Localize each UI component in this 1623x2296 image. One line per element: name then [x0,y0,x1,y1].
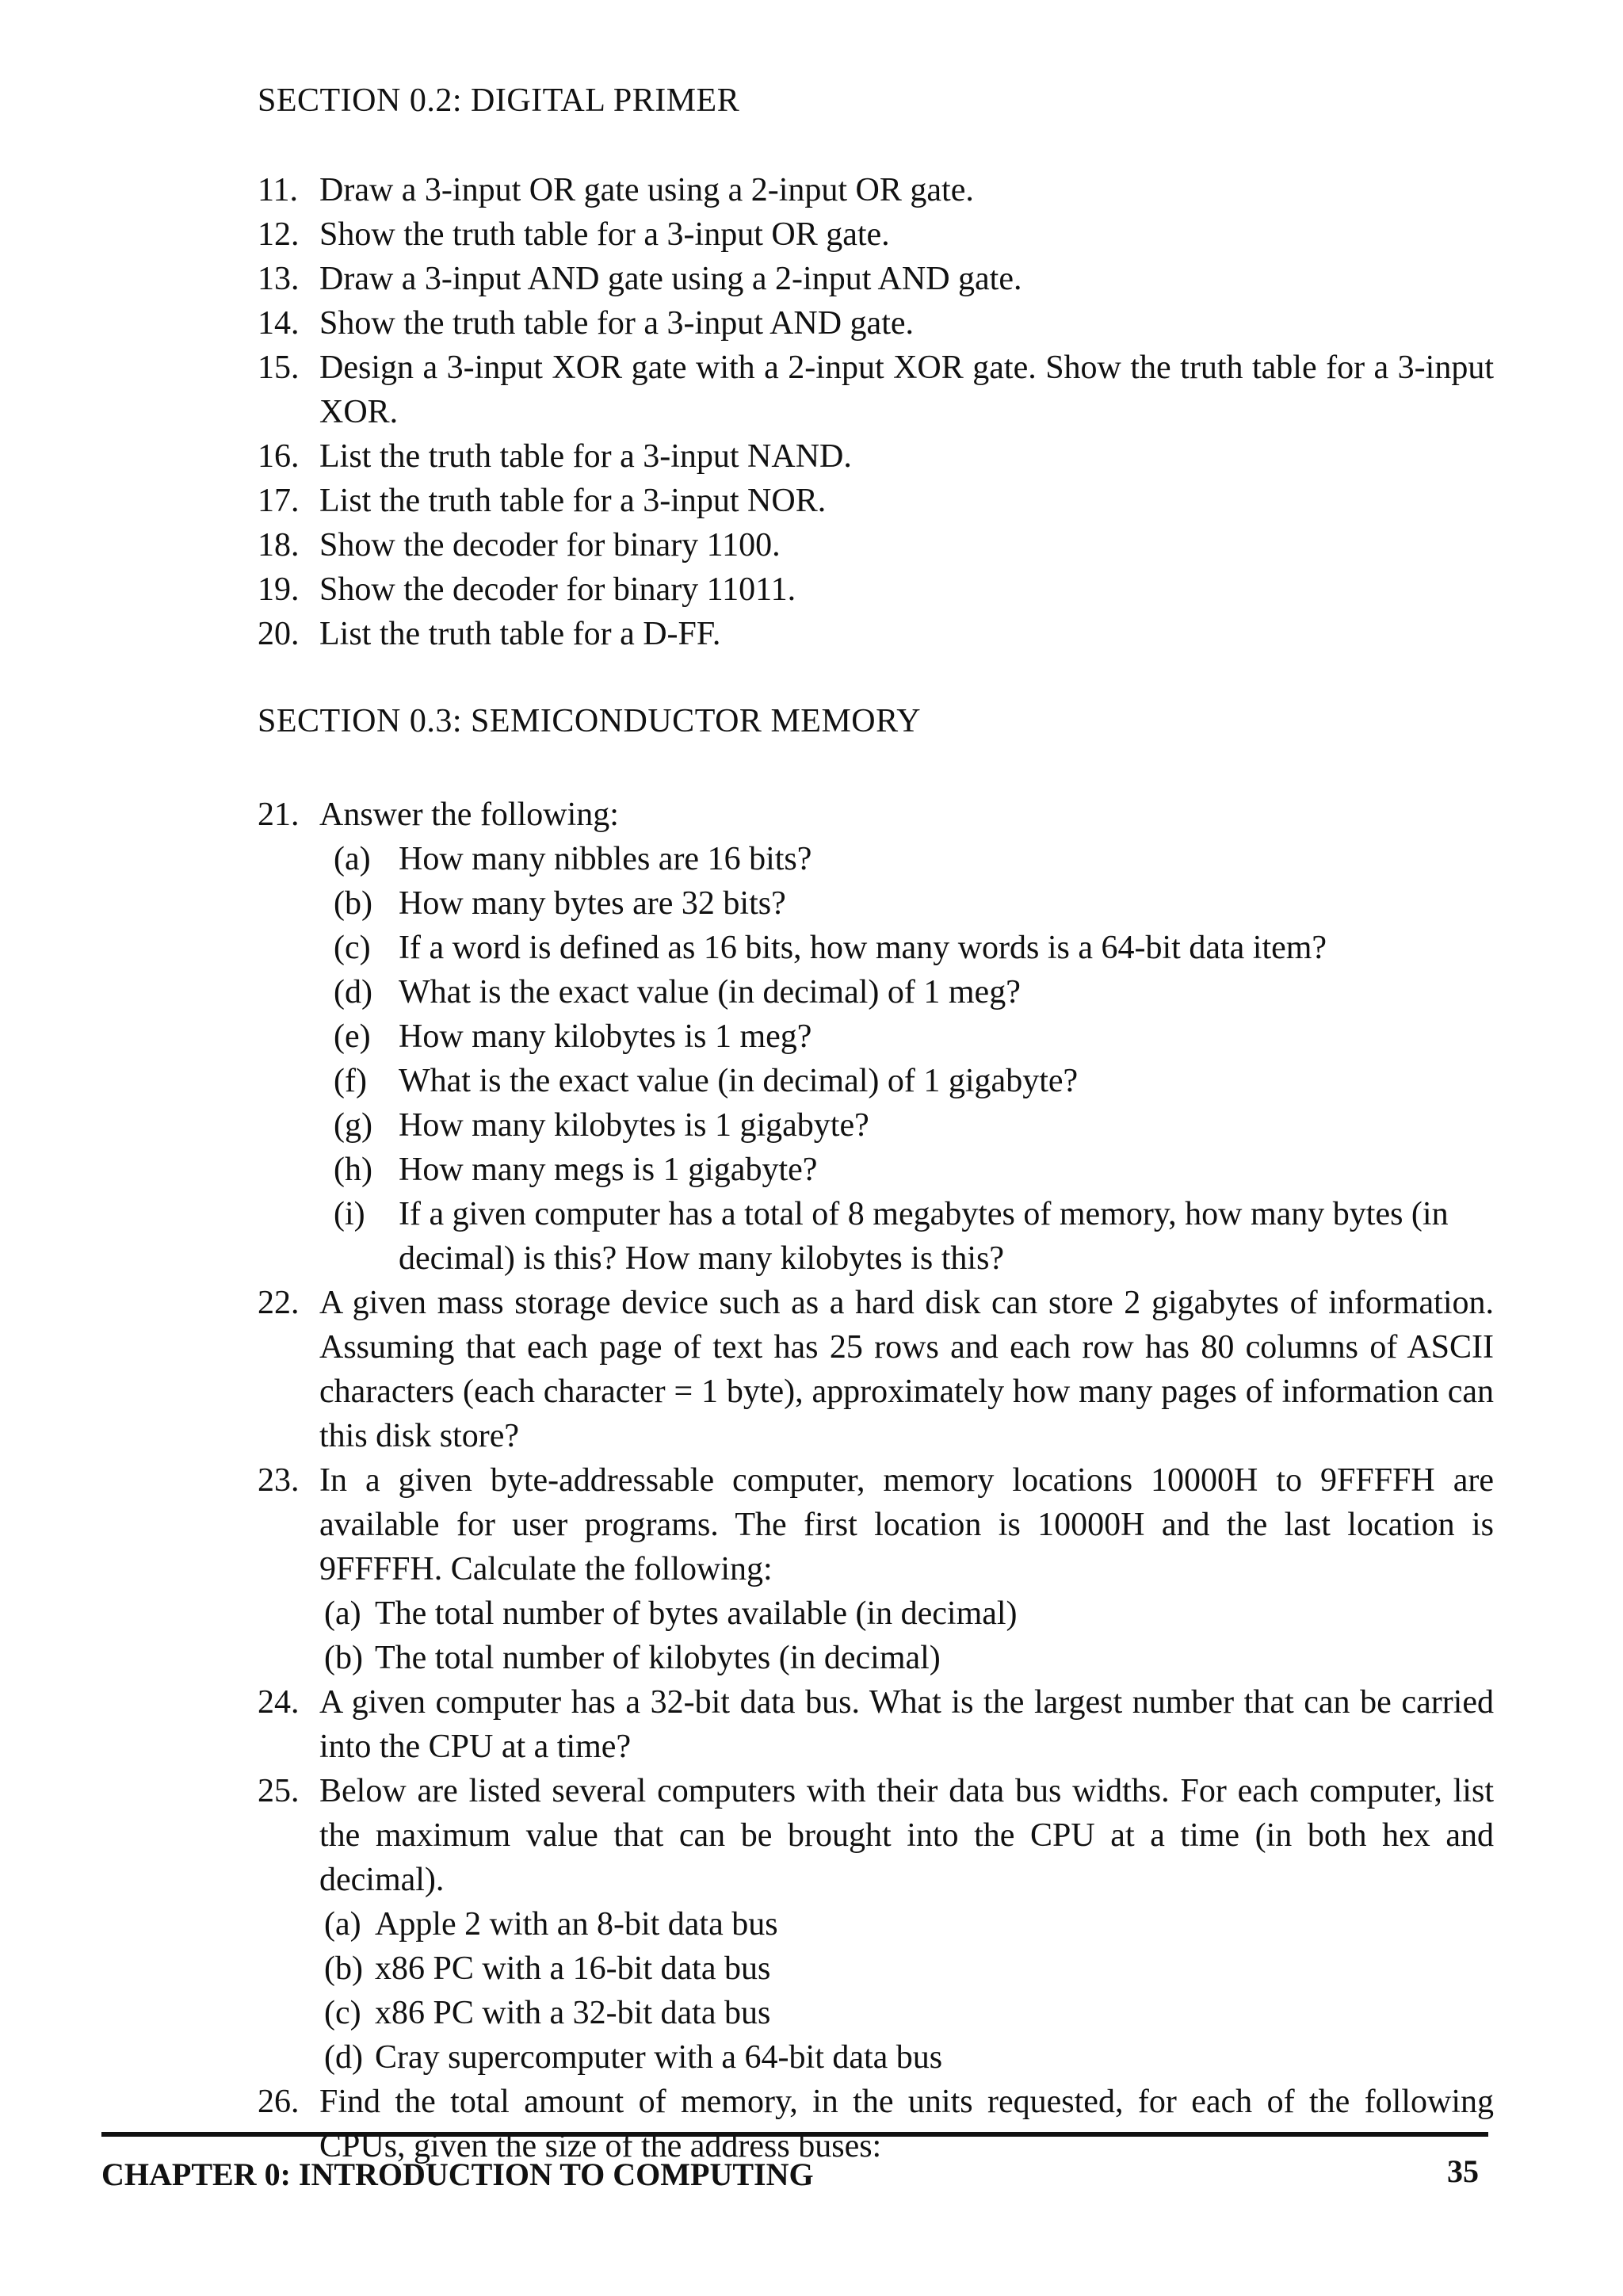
question-text: Show the decoder for binary 1100. [319,527,781,563]
sub-question-a [319,837,1494,881]
question-number: 16. [258,438,300,475]
sub-question-e [319,1014,1494,1059]
sub-question-a [319,1591,1494,1636]
question-number: 18. [258,527,300,563]
question-number: 25. [258,1773,300,1809]
question-21 [258,793,1494,1281]
question-text: A given computer has a 32-bit data bus. What is the largest number that can be carried into the CPU at a time? [319,1684,1494,1765]
question-text: List the truth table for a 3-input NOR. [319,483,827,519]
sub-question-b [319,1636,1494,1680]
question-number: 24. [258,1684,300,1721]
question-22 [258,1281,1494,1458]
question-number: 15. [258,350,300,386]
sub-question-d [319,970,1494,1014]
sub-question-i [319,1192,1494,1281]
question-11 [258,168,1494,212]
question-number: 11. [258,172,298,208]
question-number: 14. [258,305,300,342]
question-number: 13. [258,261,300,297]
question-text: Design a 3-input XOR gate with a 2-input XOR gate. Show the truth table for a 3-input XOR. [319,350,1494,430]
section-heading-semiconductor-memory: SECTION 0.3: SEMICONDUCTOR MEMORY [258,703,922,739]
question-text: Show the truth table for a 3-input AND gate. [319,305,915,342]
sub-text: If a word is defined as 16 bits, how many words is a 64-bit data item? [399,930,1327,966]
sub-question-b [319,881,1494,926]
sub-label: (i) [334,1196,365,1232]
sub-text: x86 PC with a 16-bit data bus [375,1950,771,1987]
question-24 [258,1680,1494,1769]
chapter-title: CHAPTER 0: INTRODUCTION TO COMPUTING [101,2157,814,2192]
question-number: 23. [258,1462,300,1499]
sub-label: (b) [324,1950,363,1987]
question-12 [258,212,1494,257]
question-text: List the truth table for a D-FF. [319,616,721,652]
question-number: 20. [258,616,300,652]
question-text: In a given byte-addressable computer, memory locations 10000H to 9FFFFH are available for user programs. The first location is 10000H and the last location is 9FFFFH. Calculate the following: [319,1462,1494,1587]
question-text: Draw a 3-input AND gate using a 2-input AND gate. [319,261,1022,297]
question-list-digital-primer [258,168,1494,656]
sub-label: (b) [334,885,372,922]
question-number: 22. [258,1285,300,1321]
section-heading-digital-primer: SECTION 0.2: DIGITAL PRIMER [258,82,740,119]
question-number: 17. [258,483,300,519]
question-18 [258,523,1494,567]
question-number: 21. [258,797,300,833]
sub-question-c [319,1991,1494,2035]
question-19 [258,567,1494,612]
question-number: 26. [258,2084,300,2120]
sub-question-h [319,1148,1494,1192]
sub-question-c [319,926,1494,970]
sub-text: Cray supercomputer with a 64-bit data bus [375,2039,943,2076]
sub-question-d [319,2035,1494,2080]
sub-text: The total number of kilobytes (in decimal) [375,1640,941,1676]
sub-label: (d) [324,2039,363,2076]
footer-rule [101,2132,1488,2137]
question-16 [258,434,1494,479]
sub-text: x86 PC with a 32-bit data bus [375,1995,771,2031]
sub-label: (a) [324,1906,361,1943]
sub-question-f [319,1059,1494,1103]
sub-text: Apple 2 with an 8-bit data bus [375,1906,778,1943]
question-text: Find the total amount of memory, in the units requested, for each of the following CPUs, given the size of the address buses: [319,2084,1494,2164]
sub-question-g [319,1103,1494,1148]
question-text: List the truth table for a 3-input NAND. [319,438,852,475]
page-number: 35 [1447,2153,1479,2189]
sub-label: (d) [334,974,372,1010]
question-text: Show the truth table for a 3-input OR gate. [319,216,890,253]
sub-label: (a) [324,1595,361,1632]
sub-label: (h) [334,1152,372,1188]
sub-text: How many megs is 1 gigabyte? [399,1152,818,1188]
sub-question-b [319,1946,1494,1991]
question-14 [258,301,1494,346]
question-number: 19. [258,571,300,608]
sub-text: The total number of bytes available (in decimal) [375,1595,1018,1632]
question-list-semiconductor-memory [258,793,1494,2168]
question-20 [258,612,1494,656]
question-text: Show the decoder for binary 11011. [319,571,796,608]
sub-text: If a given computer has a total of 8 megabytes of memory, how many bytes (in decimal) is this? How many kilobytes is this? [399,1196,1449,1277]
sub-text: How many kilobytes is 1 meg? [399,1018,812,1055]
question-17 [258,479,1494,523]
question-text: Draw a 3-input OR gate using a 2-input OR gate. [319,172,974,208]
sub-question-a [319,1902,1494,1946]
sub-label: (a) [334,841,371,877]
sub-text: What is the exact value (in decimal) of 1 meg? [399,974,1021,1010]
question-number: 12. [258,216,300,253]
question-15 [258,346,1494,434]
sub-text: How many bytes are 32 bits? [399,885,786,922]
sub-label: (c) [324,1995,361,2031]
sub-label: (b) [324,1640,363,1676]
question-text: Below are listed several computers with their data bus widths. For each computer, list the maximum value that can be brought into the CPU at a time (in both hex and decimal). [319,1773,1494,1898]
sub-label: (e) [334,1018,371,1055]
sub-label: (g) [334,1107,372,1144]
sub-label: (f) [334,1063,367,1099]
sub-text: How many kilobytes is 1 gigabyte? [399,1107,869,1144]
sub-text: What is the exact value (in decimal) of 1 gigabyte? [399,1063,1079,1099]
question-text: A given mass storage device such as a hard disk can store 2 gigabytes of information. Assuming that each page of text has 25 rows and each row has 80 columns of ASCII characters (each character = 1 byte), approximately how many pages of information can this disk store? [319,1285,1494,1454]
question-text: Answer the following: [319,797,619,833]
sub-text: How many nibbles are 16 bits? [399,841,812,877]
question-23 [258,1458,1494,1680]
question-13 [258,257,1494,301]
sub-label: (c) [334,930,371,966]
question-25 [258,1769,1494,2080]
